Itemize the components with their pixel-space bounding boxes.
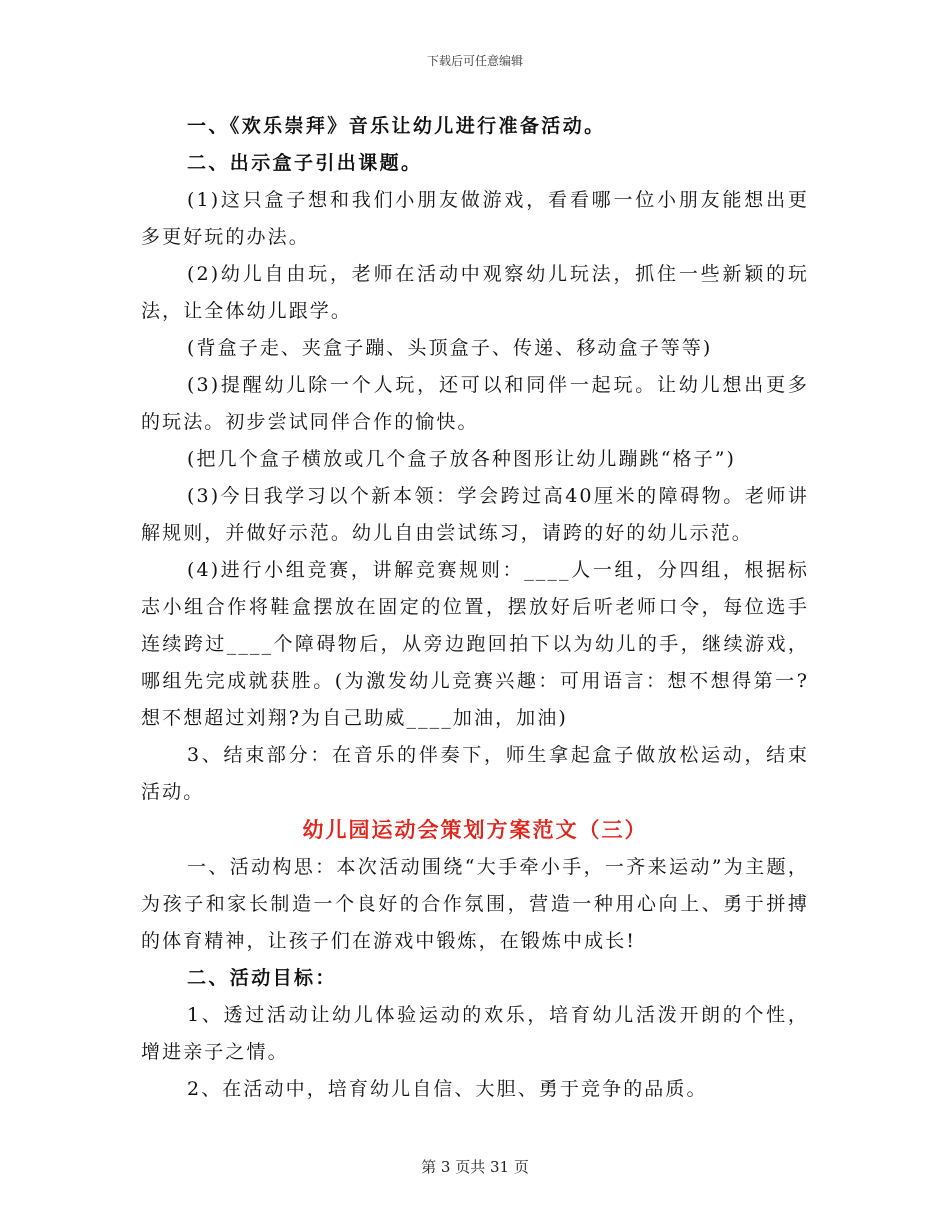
paragraph-step-2: (2)幼儿自由玩，老师在活动中观察幼儿玩法，抓住一些新颖的玩法，让全体幼儿跟学。 — [141, 263, 809, 322]
page-footer: 第 3 页共 31 页 — [421, 1158, 529, 1176]
paragraph-step-1: (1)这只盒子想和我们小朋友做游戏，看看哪一位小朋友能想出更多更好玩的办法。 — [141, 189, 809, 248]
heading-show-box: 二、出示盒子引出课题。 — [187, 152, 423, 174]
paragraph-ending: 3、结束部分：在音乐的伴奏下，师生拿起盒子做放松运动，结束活动。 — [141, 744, 809, 803]
paragraph-goal-1: 1、透过活动让幼儿体验运动的欢乐，培育幼儿活泼开朗的个性，增进亲子之情。 — [141, 1004, 809, 1063]
paragraph-goal-2: 2、在活动中，培育幼儿自信、大胆、勇于竞争的品质。 — [187, 1078, 708, 1100]
paragraph-step-3b: (3)今日我学习以个新本领：学会跨过高40厘米的障碍物。老师讲解规则，并做好示范。幼儿自由尝试练习，请跨的好的幼儿示范。 — [141, 485, 809, 544]
document-body — [141, 108, 809, 1108]
paragraph-step-3: (3)提醒幼儿除一个人玩，还可以和同伴一起玩。让幼儿想出更多的玩法。初步尝试同伴合作的愉快。 — [141, 374, 809, 433]
paragraph-grid-note: (把几个盒子横放或几个盒子放各种图形让幼儿蹦跳“格子”) — [187, 448, 737, 470]
paragraph-examples: (背盒子走、夹盒子蹦、头顶盒子、传递、移动盒子等等) — [187, 337, 713, 359]
page-header: 下载后可任意编辑 — [426, 54, 523, 68]
heading-warmup: 一、《欢乐崇拜》音乐让幼儿进行准备活动。 — [187, 115, 606, 137]
paragraph-step-4: (4)进行小组竞赛，讲解竞赛规则：____人一组，分四组，根据标志小组合作将鞋盒摆放在固定的位置，摆放好后听老师口令，每位选手连续跨过____个障碍物后，从旁边跑回拍下以为幼儿的手，继续游戏，哪组先完成就获胜。(为激发幼儿竞赛兴趣：可用语言：想不想得第一?想不想超过刘翔?为自己助威____加油，加油) — [141, 559, 809, 729]
heading-goals: 二、活动目标： — [187, 967, 337, 989]
section-title: 幼儿园运动会策划方案范文（三） — [302, 818, 648, 842]
paragraph-concept: 一、活动构思：本次活动围绕“大手牵小手，一齐来运动”为主题，为孩子和家长制造一个良好的合作氛围，营造一种用心向上、勇于拼搏的体育精神，让孩子们在游戏中锻炼，在锻炼中成长! — [141, 856, 809, 952]
